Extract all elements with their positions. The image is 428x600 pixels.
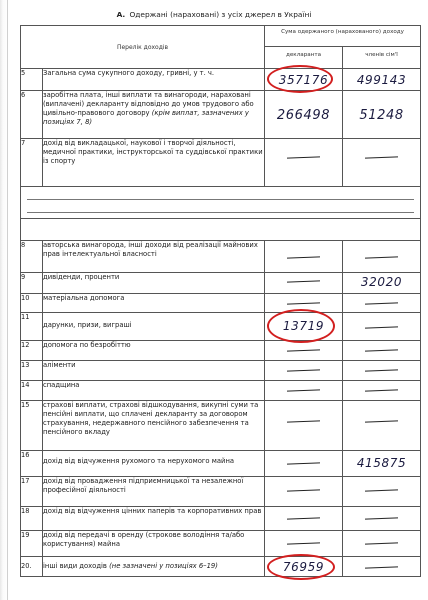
- section-title-text: Одержані (нараховані) з усіх джерел в Україні: [129, 10, 312, 19]
- table-row: [21, 69, 421, 91]
- institution-blank-lines: [21, 187, 421, 219]
- family-value: 32020: [360, 275, 403, 289]
- table-row: [21, 139, 421, 187]
- row-number: 20.: [21, 557, 43, 577]
- row-description: спадщина: [43, 381, 265, 401]
- family-value-cell: [343, 273, 421, 294]
- row-description: аліменти: [43, 361, 265, 381]
- row-description: [43, 91, 265, 139]
- empty-dash: [287, 489, 320, 491]
- header-declarant-text: декларанта: [286, 52, 322, 58]
- table-row: [21, 341, 421, 361]
- blank-line: [27, 187, 414, 200]
- declarant-value-cell: [265, 531, 343, 557]
- table-row: [21, 507, 421, 531]
- section-letter: А.: [116, 10, 126, 19]
- row-description: авторська винагорода, інші доходи від реалізації майнових прав інтелектуальної власності: [43, 241, 265, 273]
- family-value-cell: [343, 557, 421, 577]
- empty-dash: [365, 566, 398, 568]
- empty-dash: [365, 489, 398, 491]
- table-row: [21, 381, 421, 401]
- empty-dash: [287, 420, 320, 422]
- row-description-text: інші види доходів: [43, 562, 107, 570]
- empty-dash: [365, 389, 398, 391]
- declarant-value-cell: [265, 313, 343, 341]
- empty-dash: [287, 389, 320, 391]
- row-description: допомога по безробіттю: [43, 341, 265, 361]
- table-row: [21, 294, 421, 313]
- empty-dash: [365, 256, 398, 258]
- row-number: 14: [21, 381, 43, 401]
- family-value-cell: [343, 139, 421, 187]
- family-value-cell: [343, 451, 421, 477]
- family-value-cell: [343, 341, 421, 361]
- row-description-note: (не зазначені у позиціях 6–19): [109, 562, 218, 570]
- table-row: [21, 273, 421, 294]
- table-row: [21, 361, 421, 381]
- declarant-value-cell: [265, 451, 343, 477]
- table-row: [21, 477, 421, 507]
- header-family: [343, 47, 421, 69]
- institution-note-row: [21, 219, 421, 241]
- family-value-cell: [343, 294, 421, 313]
- declarant-value: 13719: [282, 319, 325, 333]
- row-number: 15: [21, 401, 43, 451]
- row-number: 18: [21, 507, 43, 531]
- empty-dash: [365, 369, 398, 371]
- row-number: 9: [21, 273, 43, 294]
- declarant-value-cell: [265, 139, 343, 187]
- empty-dash: [287, 369, 320, 371]
- row-number: 11: [21, 313, 43, 341]
- header-sum: [265, 26, 421, 47]
- declarant-value: 266498: [276, 108, 331, 123]
- row-number: 5: [21, 69, 43, 91]
- declarant-value-cell: [265, 273, 343, 294]
- declarant-value-cell: [265, 91, 343, 139]
- empty-dash: [365, 517, 398, 519]
- declarant-value-cell: [265, 69, 343, 91]
- row-description: дохід від відчуження рухомого та нерухомого майна: [43, 451, 265, 477]
- blank-line: [27, 200, 414, 213]
- declarant-value: 357176: [278, 73, 329, 87]
- family-value-cell: [343, 69, 421, 91]
- declarant-value-cell: [265, 241, 343, 273]
- empty-dash: [365, 326, 398, 328]
- empty-dash: [287, 156, 320, 158]
- family-value-cell: [343, 361, 421, 381]
- row-description: страхові виплати, страхові відшкодування, викупні суми та пенсійні виплати, що сплачені декларанту за договором страхування, недержавного пенсійного забезпечення та пенсійного вкладу: [43, 401, 265, 451]
- row-description: [43, 557, 265, 577]
- table-row: [21, 91, 421, 139]
- row-description: дивіденди, проценти: [43, 273, 265, 294]
- family-value-cell: [343, 381, 421, 401]
- row-number: 7: [21, 139, 43, 187]
- row-description: дохід від відчуження цінних паперів та корпоративних прав: [43, 507, 265, 531]
- table-row: [21, 531, 421, 557]
- family-value: 51248: [359, 108, 404, 123]
- family-value-cell: [343, 401, 421, 451]
- family-value-cell: [343, 91, 421, 139]
- empty-dash: [365, 349, 398, 351]
- declarant-value-cell: [265, 477, 343, 507]
- row-number: 6: [21, 91, 43, 139]
- empty-dash: [365, 156, 398, 158]
- family-value-cell: [343, 241, 421, 273]
- header-income-list-text: Перелік доходів: [116, 44, 169, 51]
- table-row: [21, 241, 421, 273]
- row-number: 8: [21, 241, 43, 273]
- institution-note: [21, 219, 421, 241]
- section-title: [0, 10, 428, 19]
- header-family-text: членів сім'ї: [365, 52, 398, 58]
- income-table: [20, 25, 421, 577]
- declarant-value-cell: [265, 381, 343, 401]
- header-sum-text: Сума одержаного (нарахованого) доходу: [281, 29, 404, 35]
- row-description: матеріальна допомога: [43, 294, 265, 313]
- row-number: 16: [21, 451, 43, 477]
- row-number: 13: [21, 361, 43, 381]
- page-edge-rule: [7, 0, 8, 600]
- empty-dash: [287, 517, 320, 519]
- table-row: [21, 451, 421, 477]
- row-description: Загальна сума сукупного доходу, гривні, у т. ч.: [43, 69, 265, 91]
- empty-dash: [287, 280, 320, 282]
- table-row: [21, 313, 421, 341]
- family-value-cell: [343, 531, 421, 557]
- family-value-cell: [343, 507, 421, 531]
- row-number: 17: [21, 477, 43, 507]
- institution-lines-cell: [21, 187, 421, 219]
- declarant-value: 76959: [282, 560, 325, 574]
- row-description-text: заробітна плата, інші виплати та винагороди, нараховані (виплачені) декларанту відповідно до умов трудового або цивільно-правового договору: [43, 91, 254, 117]
- row-number: 12: [21, 341, 43, 361]
- empty-dash: [287, 256, 320, 258]
- family-value: 415875: [356, 456, 407, 470]
- empty-dash: [287, 542, 320, 544]
- empty-dash: [287, 462, 320, 464]
- empty-dash: [365, 302, 398, 304]
- family-value-cell: [343, 313, 421, 341]
- row-number: 10: [21, 294, 43, 313]
- declarant-value-cell: [265, 361, 343, 381]
- row-description: дохід від передачі в оренду (строкове володіння та/або користування) майна: [43, 531, 265, 557]
- row-description-note: (крім виплат, зазначених у позиціях 7, 8): [43, 109, 249, 126]
- row-number: 19: [21, 531, 43, 557]
- header-income-list: [21, 26, 265, 69]
- row-description: дарунки, призи, виграші: [43, 313, 265, 341]
- family-value-cell: [343, 477, 421, 507]
- empty-dash: [287, 349, 320, 351]
- table-row: [21, 401, 421, 451]
- family-value: 499143: [356, 73, 407, 87]
- empty-dash: [287, 302, 320, 304]
- declarant-value-cell: [265, 341, 343, 361]
- empty-dash: [365, 420, 398, 422]
- declarant-value-cell: [265, 557, 343, 577]
- empty-dash: [365, 542, 398, 544]
- declarant-value-cell: [265, 507, 343, 531]
- declarant-value-cell: [265, 401, 343, 451]
- row-description: дохід від провадження підприємницької та незалежної професійної діяльності: [43, 477, 265, 507]
- table-row: [21, 557, 421, 577]
- row-description: дохід від викладацької, наукової і творчої діяльності, медичної практики, інструкторської та суддівської практики із спорту: [43, 139, 265, 187]
